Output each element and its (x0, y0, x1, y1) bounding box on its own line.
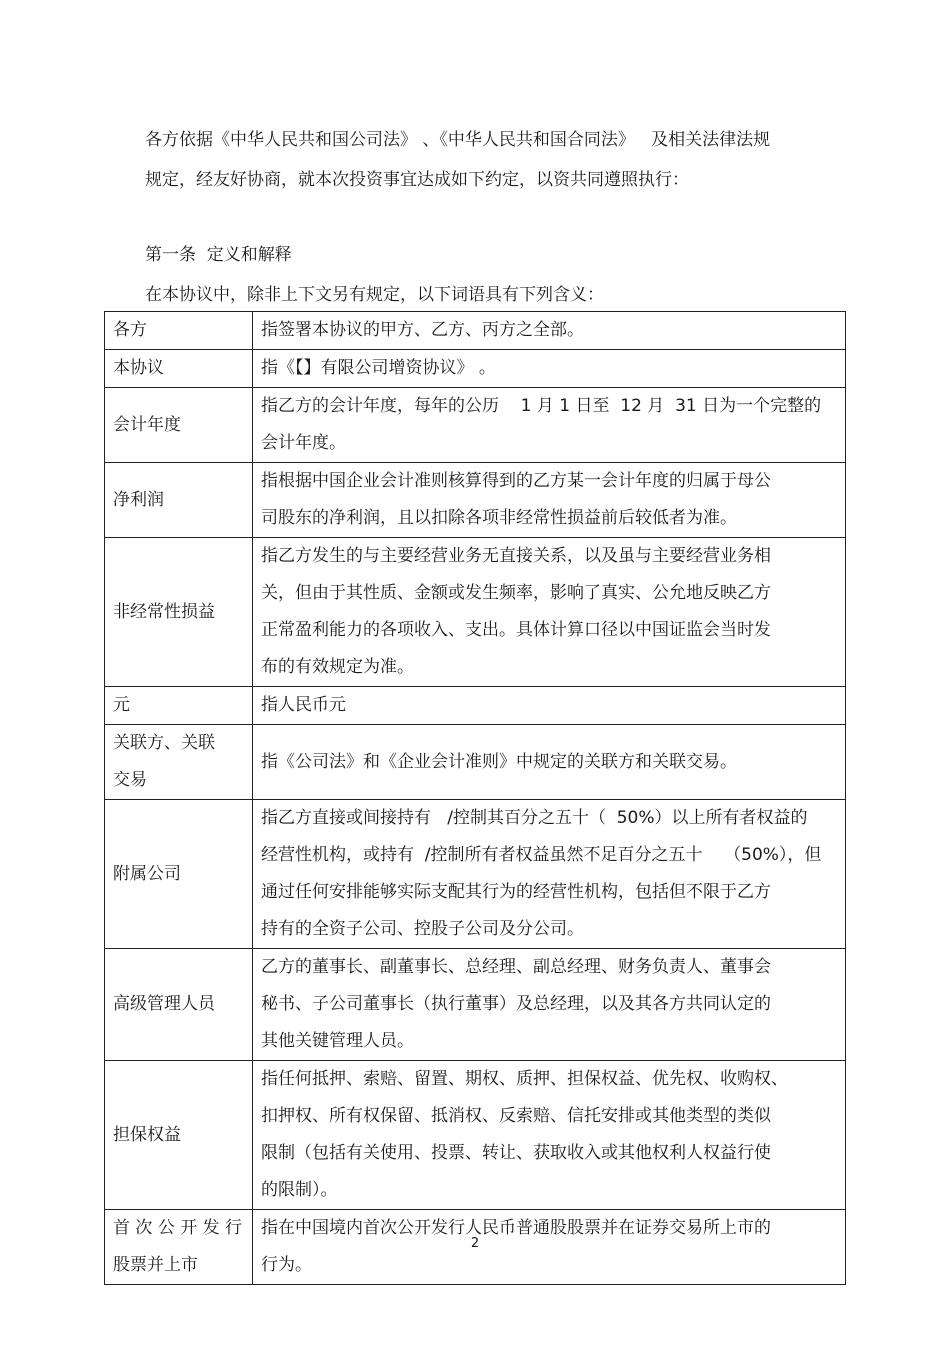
definition-term-line: 会计年度 (113, 414, 181, 435)
definition-description (253, 388, 846, 463)
definition-description-line: 限制（包括有关使用、投票、转让、获取收入或其他权利人权益行使 (261, 1143, 771, 1163)
definition-description-line: 持有的全资子公司、控股子公司及分公司。 (261, 919, 584, 939)
definition-term-line: 非经常性损益 (113, 601, 215, 622)
definition-description (253, 725, 846, 800)
definition-term (105, 1061, 253, 1210)
table-row (105, 463, 846, 538)
definition-term-line: 交易 (113, 770, 147, 790)
table-row (105, 312, 846, 350)
definition-term-line: 各方 (113, 320, 147, 340)
definition-description-line: 乙方的董事长、副董事长、总经理、副总经理、财务负责人、董事会 (261, 957, 771, 977)
definition-description-line: 其他关键管理人员。 (261, 1031, 414, 1051)
table-row (105, 350, 846, 388)
definition-description (253, 463, 846, 538)
page-number: 2 (470, 1236, 480, 1251)
definitions-table (104, 311, 846, 1285)
definition-description-line: 会计年度。 (261, 433, 346, 453)
definition-term-line: 元 (113, 695, 130, 715)
article-heading: 第一条 定义和解释 (145, 245, 292, 265)
table-row (105, 538, 846, 687)
definition-description (253, 350, 846, 388)
definition-description-line: 指《公司法》和《企业会计准则》中规定的关联方和关联交易。 (261, 751, 737, 772)
definition-term-line: 担保权益 (113, 1124, 181, 1145)
definition-description (253, 800, 846, 949)
definition-term-line: 首 次 公 开 发 行 (113, 1218, 243, 1238)
definition-term-line: 高级管理人员 (113, 994, 215, 1014)
definition-description-line: 指乙方的会计年度，每年的公历 1 月 1 日至 12 月 31 日为一个完整的 (261, 396, 822, 416)
definition-description-line: 正常盈利能力的各项收入、支出。具体计算口径以中国证监会当时发 (261, 620, 771, 640)
definition-description-line: 通过任何安排能够实际支配其行为的经营性机构，包括但不限于乙方 (261, 882, 771, 902)
definition-term (105, 800, 253, 949)
definition-term (105, 463, 253, 538)
definition-description (253, 949, 846, 1061)
definition-description-line: 行为。 (261, 1255, 312, 1275)
definition-description-line: 的限制）。 (261, 1180, 338, 1200)
definition-term (105, 350, 253, 388)
table-row (105, 725, 846, 800)
definition-description-line: 司股东的净利润，且以扣除各项非经常性损益前后较低者为准。 (261, 508, 737, 528)
definition-term (105, 725, 253, 800)
definition-term-line: 关联方、关联 (113, 733, 215, 753)
definition-description-line: 指乙方直接或间接持有 /控制其百分之五十（ 50%）以上所有者权益的 (261, 808, 808, 828)
definition-description-line: 指人民币元 (261, 695, 346, 715)
intro-paragraph-line-1: 各方依据《中华人民共和国公司法》 、《中华人民共和国合同法》 及相关法律法规 (145, 130, 771, 150)
definition-term-line: 净利润 (113, 489, 164, 510)
table-row (105, 800, 846, 949)
definition-description-line: 布的有效规定为准。 (261, 657, 414, 677)
definition-term (105, 538, 253, 687)
definition-description (253, 1061, 846, 1210)
definition-term (105, 388, 253, 463)
definition-description-line: 指在中国境内首次公开发行人民币普通股股票并在证券交易所上市的 (261, 1218, 771, 1238)
definition-description-line: 指任何抵押、索赔、留置、期权、质押、担保权益、优先权、收购权、 (261, 1069, 788, 1089)
definition-description-line: 关，但由于其性质、金额或发生频率，影响了真实、公允地反映乙方 (261, 583, 771, 603)
definition-description-line: 指乙方发生的与主要经营业务无直接关系，以及虽与主要经营业务相 (261, 546, 771, 566)
table-row (105, 388, 846, 463)
table-row (105, 1061, 846, 1210)
definition-term-line: 股票并上市 (113, 1255, 198, 1275)
definition-description-line: 指根据中国企业会计准则核算得到的乙方某一会计年度的归属于母公 (261, 471, 771, 491)
article-intro: 在本协议中，除非上下文另有规定，以下词语具有下列含义： (145, 285, 604, 305)
definition-description (253, 312, 846, 350)
definition-description-line: 扣押权、所有权保留、抵消权、反索赔、信托安排或其他类型的类似 (261, 1106, 771, 1126)
definition-description-line: 秘书、子公司董事长（执行董事）及总经理，以及其各方共同认定的 (261, 994, 771, 1014)
definition-term (105, 687, 253, 725)
definition-term (105, 949, 253, 1061)
definition-description-line: 指《【】有限公司增资协议》 。 (261, 358, 496, 378)
table-row (105, 949, 846, 1061)
definition-term (105, 312, 253, 350)
definition-description-line: 经营性机构，或持有 /控制所有者权益虽然不足百分之五十 （50%），但 (261, 845, 822, 865)
intro-paragraph-line-2: 规定，经友好协商，就本次投资事宜达成如下约定，以资共同遵照执行： (145, 170, 689, 190)
definition-description (253, 687, 846, 725)
table-row (105, 687, 846, 725)
definition-term-line: 本协议 (113, 358, 164, 378)
definition-description (253, 538, 846, 687)
definition-term-line: 附属公司 (113, 863, 181, 884)
definition-description-line: 指签署本协议的甲方、乙方、丙方之全部。 (261, 320, 584, 340)
